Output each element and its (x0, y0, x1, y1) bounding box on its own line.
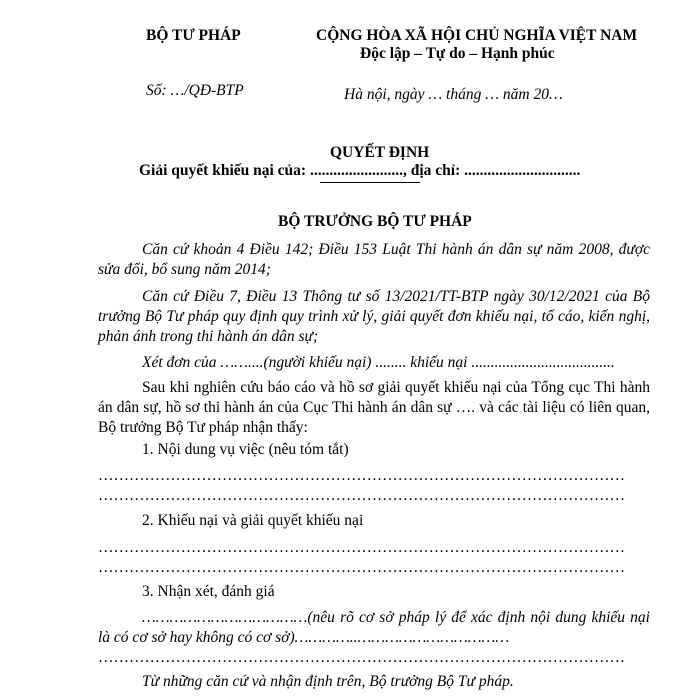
subject-prefix: Giải quyết khiếu nại của: (139, 162, 310, 179)
subject-address-label: , địa chỉ: (402, 162, 465, 179)
section-1-dots-b: ………………………………………………………………………………………… (98, 487, 625, 504)
legal-basis-1: Căn cứ khoản 4 Điều 142; Điều 153 Luật Thi hành án dân sự năm 2008, được sửa đổi, bổ sung năm 2014; (98, 241, 650, 278)
conclusion: Từ những căn cứ và nhận định trên, Bộ trưởng Bộ Tư pháp. (142, 673, 514, 690)
document-subject (139, 161, 580, 181)
document-title: QUYẾT ĐỊNH (330, 144, 430, 161)
place-and-date: Hà nội, ngày … tháng … năm 20… (344, 86, 563, 103)
agency-name: BỘ TƯ PHÁP (146, 27, 241, 44)
issuer-title: BỘ TRƯỞNG BỘ TƯ PHÁP (278, 213, 472, 230)
document-number: Số: …/QĐ-BTP (146, 82, 244, 99)
section-3-heading: 3. Nhận xét, đánh giá (142, 583, 275, 600)
section-1-dots-a: ………………………………………………………………………………………… (98, 467, 625, 484)
address-blank: .............................. (464, 162, 581, 179)
complainant-name-blank: ........................ (309, 162, 403, 179)
section-3-evaluation: ………………………………(nêu rõ cơ sở pháp lý để xác định nội dung khiếu nại là có cơ sở hay không có cơ sở)…………..…………………………… (98, 609, 650, 646)
section-2-dots-b: ………………………………………………………………………………………… (98, 559, 625, 576)
country-name: CỘNG HÒA XÃ HỘI CHỦ NGHĨA VIỆT NAM (316, 27, 638, 44)
legal-basis-2: Căn cứ Điều 7, Điều 13 Thông tư số 13/2021/TT-BTP ngày 30/12/2021 của Bộ trưởng Bộ Tư pháp quy định quy trình xử lý, giải quyết đơn khiếu nại, tố cáo, kiến nghị, phản ánh trong thi hành án dân sự; (98, 288, 650, 345)
national-motto: Độc lập – Tự do – Hạnh phúc (360, 45, 555, 62)
title-underline (320, 182, 420, 183)
legal-basis-3: Xét đơn của ……....(người khiếu nại) ........ khiếu nại ..................................... (142, 354, 615, 371)
section-3-dots: ………………………………………………………………………………………… (98, 649, 625, 666)
section-2-dots-a: ………………………………………………………………………………………… (98, 539, 625, 556)
section-1-heading: 1. Nội dung vụ việc (nêu tóm tắt) (142, 441, 349, 458)
findings-intro: Sau khi nghiên cứu báo cáo và hồ sơ giải quyết khiếu nại của Tổng cục Thi hành án dân sự, hồ sơ thi hành án của Cục Thi hành án dân sự …. và các tài liệu có liên quan, Bộ trưởng Bộ Tư pháp nhận thấy: (98, 379, 650, 436)
section-2-heading: 2. Khiếu nại và giải quyết khiếu nại (142, 512, 364, 529)
